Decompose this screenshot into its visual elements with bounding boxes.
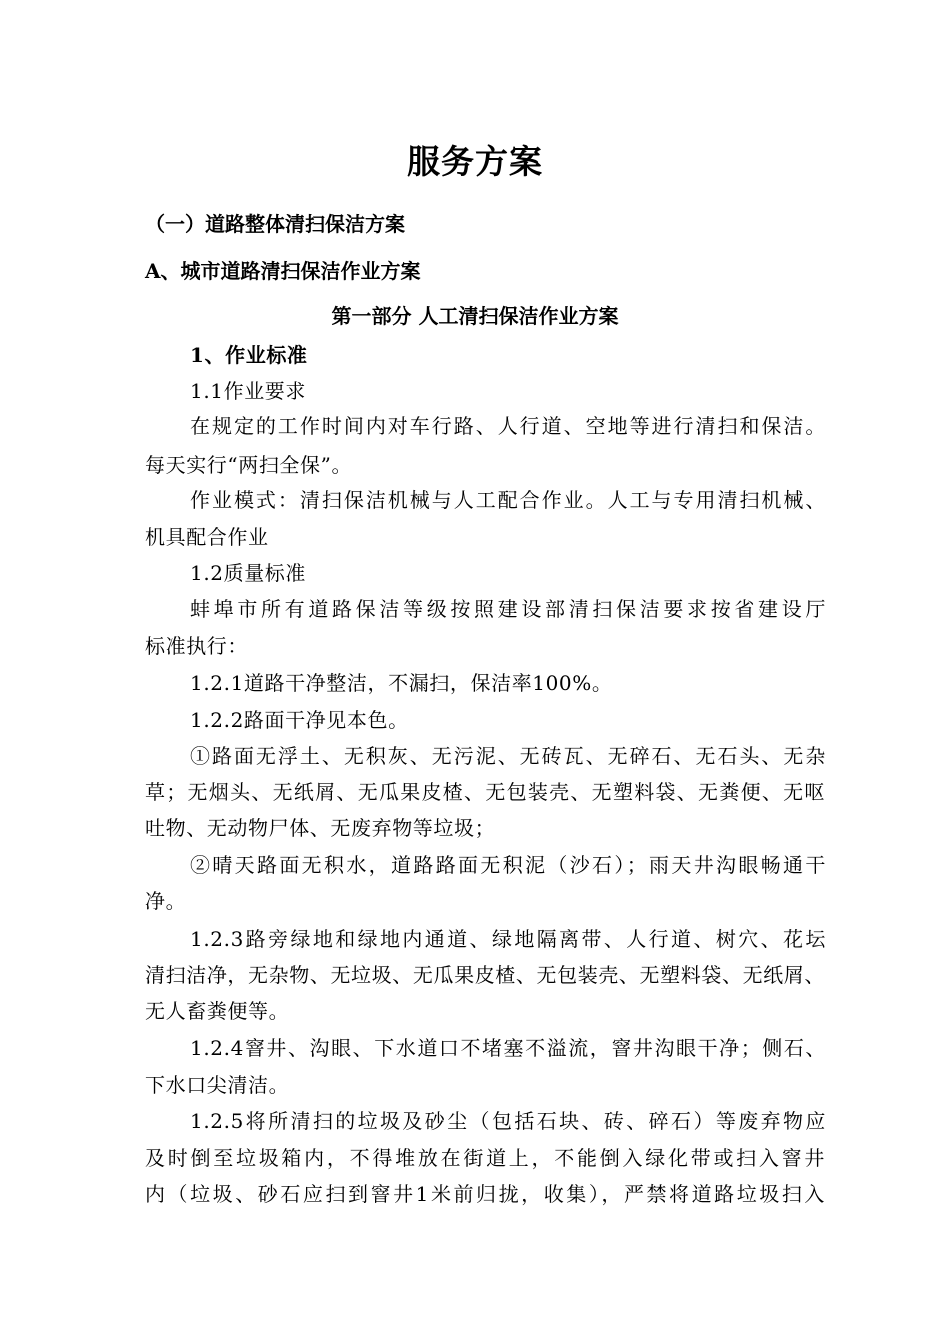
paragraph-line: 无人畜粪便等。 — [145, 999, 290, 1023]
paragraph-line: 每天实行“两扫全保”。 — [145, 453, 353, 477]
subheading-quality-standard: 1.2质量标准 — [190, 561, 307, 585]
sub-heading: A、城市道路清扫保洁作业方案 — [145, 259, 421, 283]
paragraph-line: 内（垃圾、砂石应扫到窨井1米前归拢，收集），严禁将道路垃圾扫入 — [145, 1182, 825, 1206]
paragraph-line: 净。 — [145, 889, 187, 913]
document-title: 服务方案 — [407, 142, 543, 181]
paragraph-line: 清扫洁净，无杂物、无垃圾、无瓜果皮楂、无包装壳、无塑料袋、无纸屑、 — [145, 963, 825, 987]
paragraph-line: 1.2.1道路干净整洁，不漏扫，保洁率100%。 — [190, 671, 613, 695]
section-heading: （一）道路整体清扫保洁方案 — [145, 212, 405, 236]
heading-work-standard: 1、作业标准 — [190, 343, 308, 367]
paragraph-line: 机具配合作业 — [145, 525, 269, 549]
part-heading: 第一部分 人工清扫保洁作业方案 — [331, 304, 619, 328]
paragraph-line: 作业模式：清扫保洁机械与人工配合作业。人工与专用清扫机械、 — [190, 488, 826, 512]
paragraph-line: 1.2.5将所清扫的垃圾及砂尘（包括石块、砖、碎石）等废弃物应 — [190, 1109, 826, 1133]
paragraph-line: 蚌埠市所有道路保洁等级按照建设部清扫保洁要求按省建设厅 — [190, 597, 826, 621]
paragraph-line: 1.2.4窨井、沟眼、下水道口不堵塞不溢流，窨井沟眼干净；侧石、 — [190, 1036, 826, 1060]
paragraph-line: 1.2.3路旁绿地和绿地内通道、绿地隔离带、人行道、树穴、花坛 — [190, 927, 826, 951]
paragraph-line: 草；无烟头、无纸屑、无瓜果皮楂、无包装壳、无塑料袋、无粪便、无呕 — [145, 780, 825, 804]
paragraph-line: 标准执行： — [145, 634, 248, 658]
paragraph-line: ②晴天路面无积水，道路路面无积泥（沙石）；雨天井沟眼畅通干 — [190, 853, 826, 877]
paragraph-line: 吐物、无动物尸体、无废弃物等垃圾； — [145, 816, 496, 840]
paragraph-line: 及时倒至垃圾箱内，不得堆放在街道上，不能倒入绿化带或扫入窨井 — [145, 1146, 825, 1170]
paragraph-line: 1.2.2路面干净见本色。 — [190, 708, 409, 732]
paragraph-line: ①路面无浮土、无积灰、无污泥、无砖瓦、无碎石、无石头、无杂 — [190, 744, 826, 768]
paragraph-line: 下水口尖清洁。 — [145, 1073, 290, 1097]
subheading-work-requirements: 1.1作业要求 — [190, 379, 307, 403]
paragraph-line: 在规定的工作时间内对车行路、人行道、空地等进行清扫和保洁。 — [190, 414, 826, 438]
